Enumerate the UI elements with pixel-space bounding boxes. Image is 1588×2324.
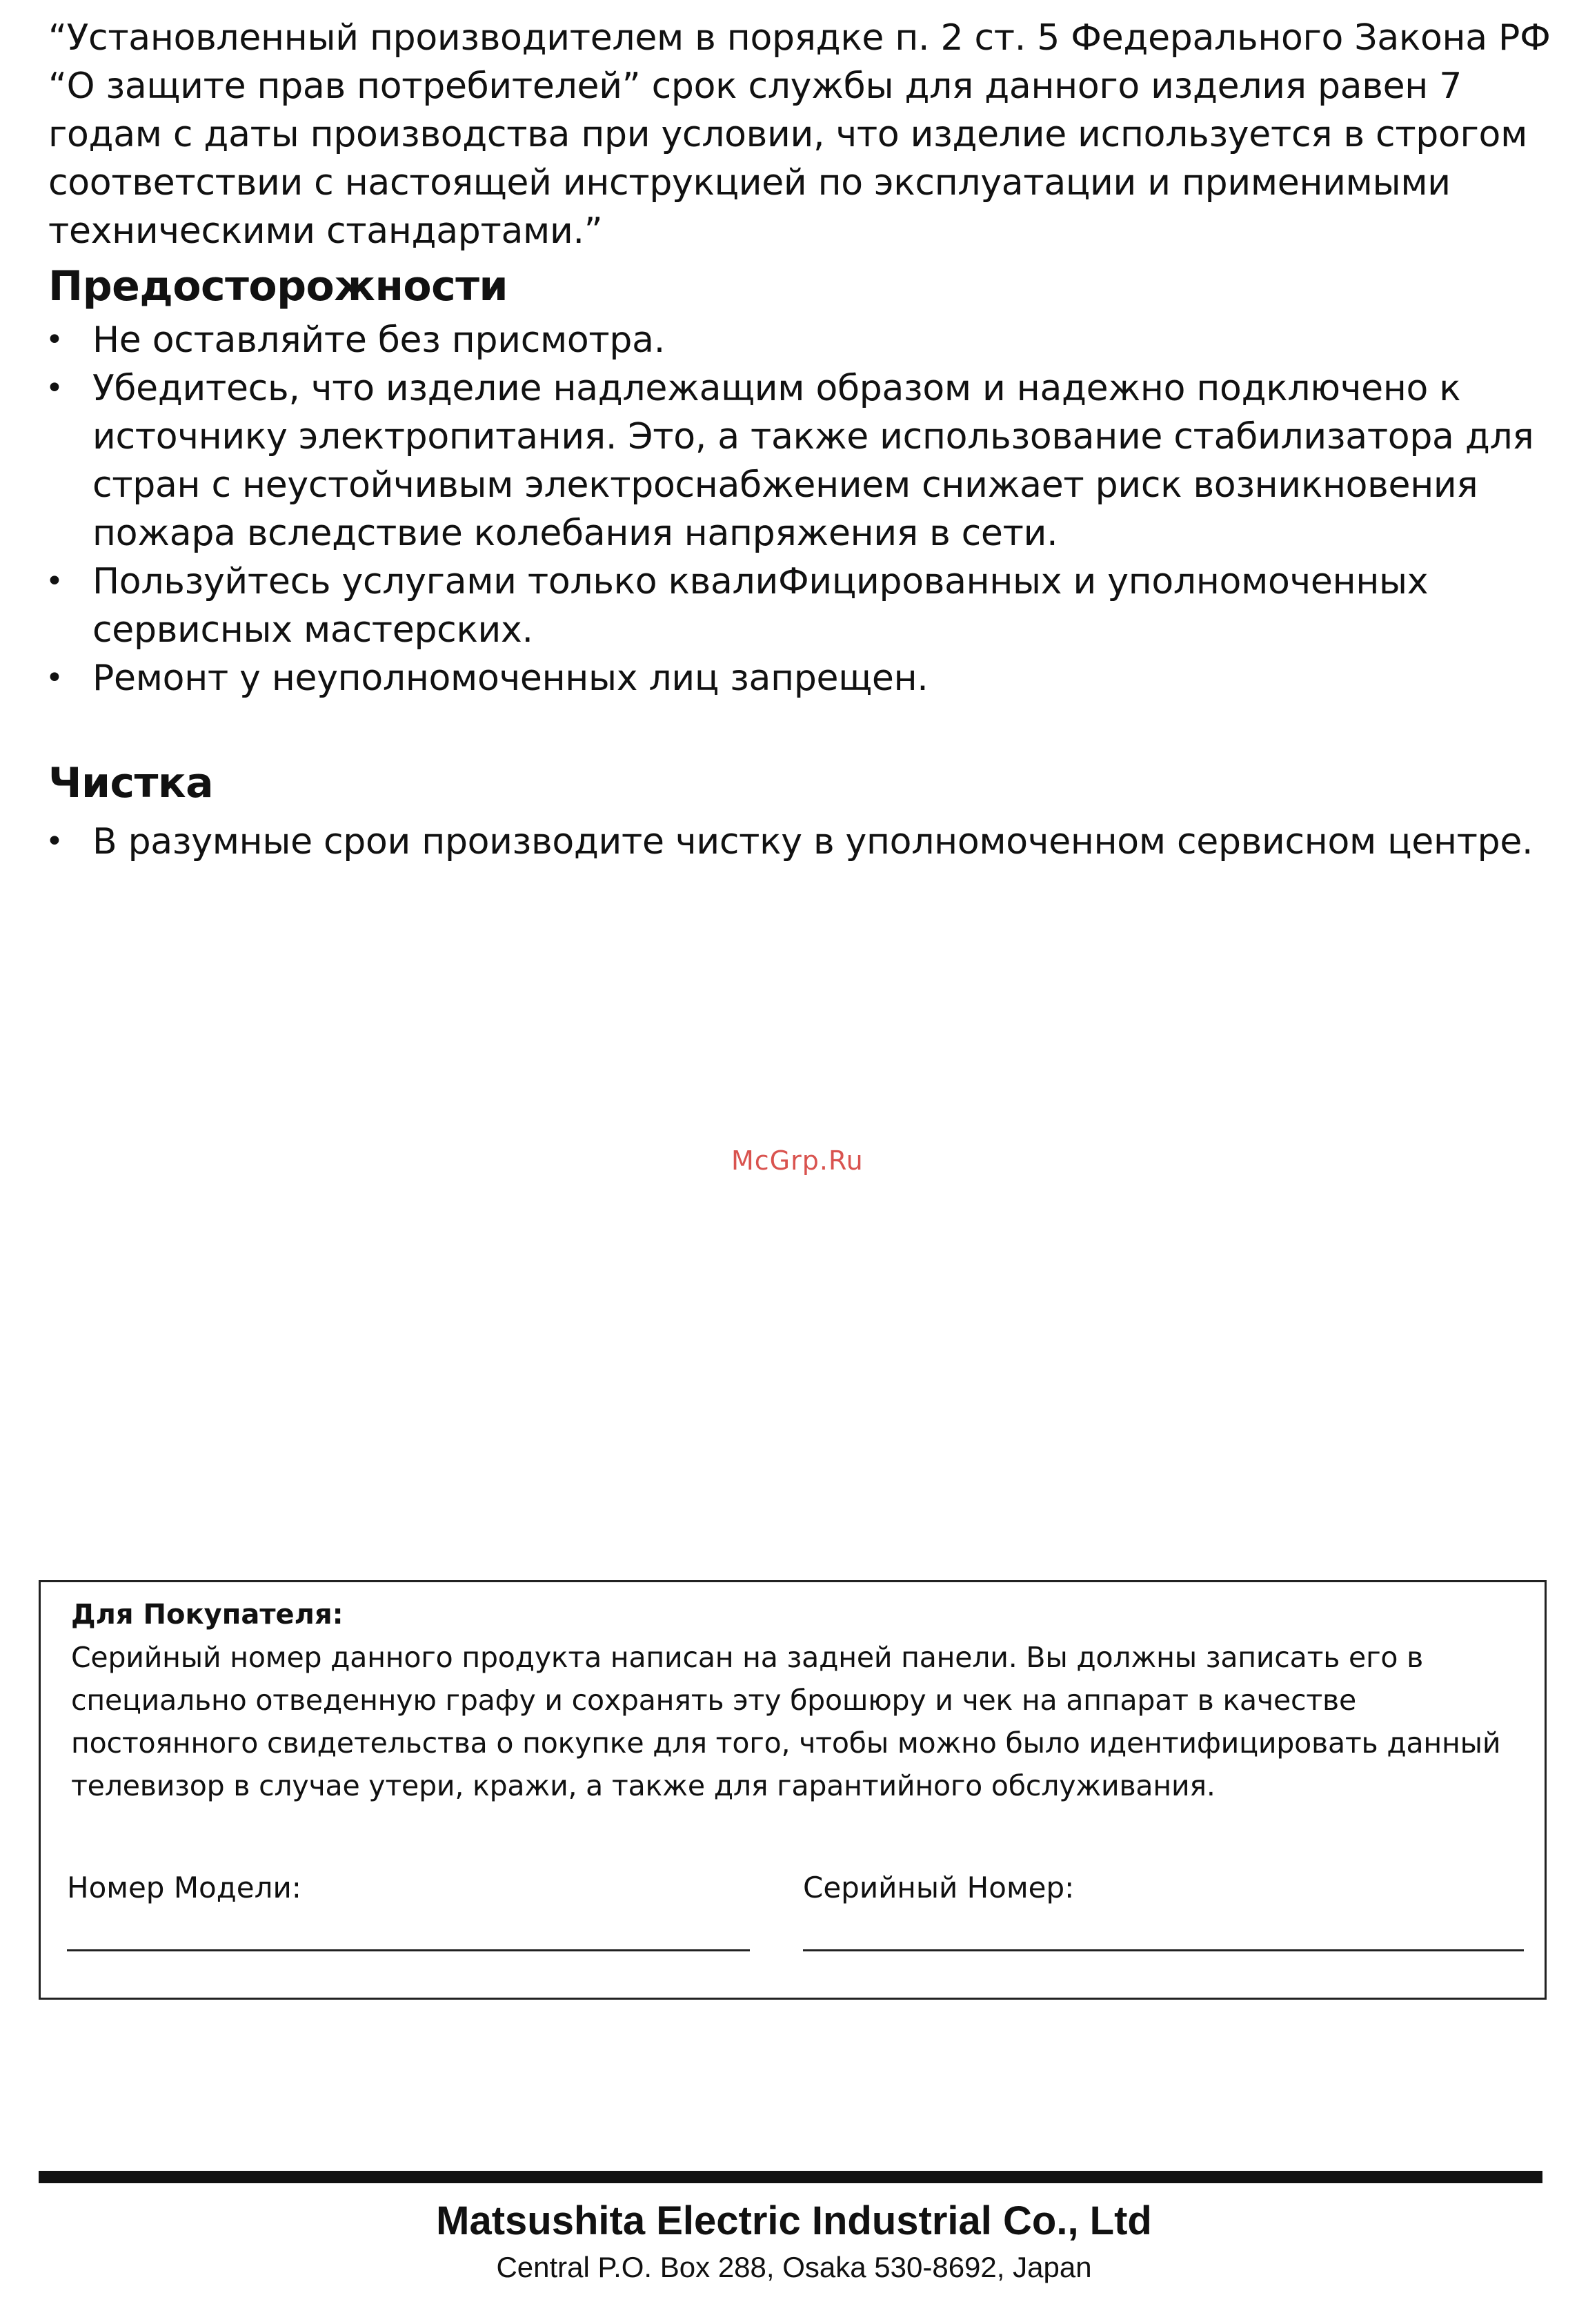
- bullet-icon: •: [46, 371, 63, 406]
- model-number-line: [67, 1949, 750, 1951]
- company-name: Matsushita Electric Industrial Co., Ltd: [436, 2198, 1152, 2243]
- buyer-info-box: [39, 1580, 1547, 2000]
- precautions-list: [41, 316, 1552, 702]
- list-item: [41, 316, 1552, 364]
- precaution-text: Не оставляйте без присмотра.: [92, 319, 665, 361]
- model-number-label: Номер Модели:: [67, 1871, 301, 1904]
- bullet-icon: •: [46, 564, 63, 599]
- company-address: Central P.O. Box 288, Osaka 530-8692, Japan: [496, 2251, 1092, 2283]
- precaution-text: Пользуйтесь услугами только квалиФицированных и уполномоченных сервисных мастерских.: [92, 561, 1429, 651]
- buyer-title: Для Покупателя:: [71, 1599, 344, 1631]
- service-life-statement: “Установленный производителем в порядке п. 2 ст. 5 Федерального Закона РФ “О защите прав потребителей” срок службы для данного изделия равен 7 годам с даты производства при условии, что изделие используется в строгом соответствии с настоящей инструкцией по эксплуатации и применимыми техническими стандартами.”: [48, 17, 1551, 252]
- cleaning-text: В разумные срои производите чистку в уполномоченном сервисном центре.: [92, 821, 1534, 863]
- bullet-icon: •: [46, 322, 63, 357]
- cleaning-list: [41, 818, 1552, 866]
- serial-number-line: [803, 1949, 1524, 1951]
- list-item: [41, 558, 1552, 654]
- precaution-text: Ремонт у неуполномоченных лиц запрещен.: [92, 658, 929, 699]
- buyer-instructions: Серийный номер данного продукта написан на задней панели. Вы должны записать его в специально отведенную графу и сохранять эту брошюру и чек на аппарат в качестве постоянного свидетельства о покупке для того, чтобы можно было идентифицировать данный телевизор в случае утери, кражи, а также для гарантийного обслуживания.: [71, 1641, 1501, 1802]
- footer-divider: [39, 2171, 1542, 2183]
- list-item: [41, 364, 1552, 558]
- list-item: [41, 818, 1552, 866]
- cleaning-heading: Чистка: [48, 759, 214, 807]
- watermark: McGrp.Ru: [731, 1145, 864, 1176]
- precaution-text: Убедитесь, что изделие надлежащим образом и надежно подключено к источнику электропитания. Это, а также использование стабилизатора для стран с неустойчивым электроснабжением снижает риск возникновения пожара вследствие колебания напряжения в сети.: [92, 368, 1534, 554]
- bullet-icon: •: [46, 660, 63, 696]
- list-item: [41, 654, 1552, 702]
- precautions-heading: Предосторожности: [48, 262, 508, 311]
- bullet-icon: •: [46, 824, 63, 859]
- serial-number-label: Серийный Номер:: [803, 1871, 1075, 1904]
